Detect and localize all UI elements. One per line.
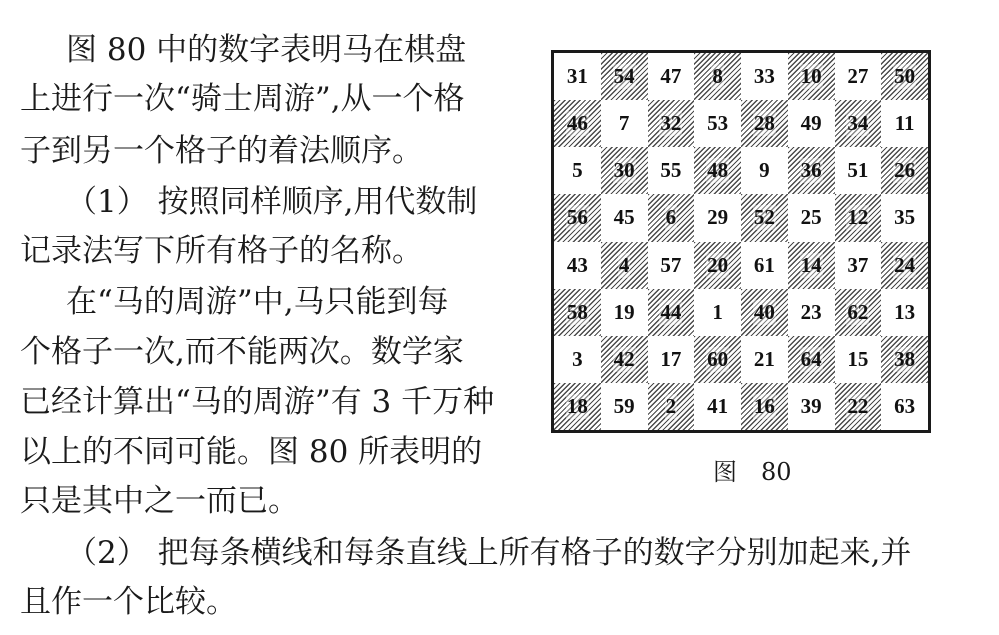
text-line: 已经计算出“马的周游”有 3 千万种 bbox=[20, 384, 495, 420]
move-number: 35 bbox=[894, 205, 916, 230]
move-number: 44 bbox=[660, 299, 682, 324]
board-square-light bbox=[694, 194, 741, 241]
move-number: 30 bbox=[613, 158, 635, 183]
text-line: 图 80 中的数字表明马在棋盘 bbox=[66, 32, 467, 68]
board-square-light bbox=[601, 194, 648, 241]
board-square-dark bbox=[554, 383, 601, 430]
board-square-dark bbox=[648, 289, 695, 336]
board-square-light bbox=[788, 100, 835, 147]
board-square-dark bbox=[788, 53, 835, 100]
text-line: 以上的不同可能。图 80 所表明的 bbox=[20, 434, 483, 470]
text-line: 只是其中之一而已。 bbox=[20, 483, 299, 519]
board-square-dark bbox=[835, 100, 882, 147]
move-number: 12 bbox=[847, 205, 869, 230]
move-number: 14 bbox=[800, 252, 822, 277]
move-number: 52 bbox=[753, 205, 775, 230]
board-square-dark bbox=[554, 100, 601, 147]
move-number: 17 bbox=[660, 346, 682, 371]
board-square-dark bbox=[741, 289, 788, 336]
text-line: 子到另一个格子的着法顺序。 bbox=[20, 133, 423, 169]
move-number: 37 bbox=[847, 252, 869, 277]
board-square-light bbox=[554, 53, 601, 100]
board-square-dark bbox=[881, 147, 928, 194]
board-square-light bbox=[648, 147, 695, 194]
move-number: 47 bbox=[660, 64, 682, 89]
text-line: 个格子一次,而不能两次。数学家 bbox=[20, 334, 464, 370]
board-square-dark bbox=[788, 147, 835, 194]
board-square-light bbox=[788, 383, 835, 430]
board-square-light bbox=[835, 53, 882, 100]
text-line: 在“马的周游”中,马只能到每 bbox=[66, 284, 449, 320]
board-square-dark bbox=[694, 53, 741, 100]
move-number: 25 bbox=[800, 205, 822, 230]
text-line: （2） 把每条横线和每条直线上所有格子的数字分别加起来,并 bbox=[66, 535, 912, 571]
move-number: 5 bbox=[572, 158, 583, 183]
move-number: 23 bbox=[800, 299, 822, 324]
move-number: 16 bbox=[753, 393, 775, 418]
text-line: 上进行一次“骑士周游”,从一个格 bbox=[20, 81, 465, 117]
figure-caption: 图 80 bbox=[713, 458, 792, 486]
move-number: 41 bbox=[707, 393, 729, 418]
move-number: 3 bbox=[572, 346, 583, 371]
move-number: 45 bbox=[613, 205, 635, 230]
board-square-light bbox=[788, 194, 835, 241]
board-square-dark bbox=[601, 336, 648, 383]
board-square-dark bbox=[554, 289, 601, 336]
move-number: 2 bbox=[665, 393, 677, 418]
move-number: 38 bbox=[894, 346, 916, 371]
board-square-light bbox=[881, 383, 928, 430]
move-number: 26 bbox=[894, 158, 916, 183]
move-number: 54 bbox=[613, 64, 635, 89]
board-square-dark bbox=[788, 242, 835, 289]
board-square-light bbox=[648, 336, 695, 383]
board-square-dark bbox=[648, 383, 695, 430]
board-square-light bbox=[741, 53, 788, 100]
move-number: 36 bbox=[800, 158, 822, 183]
move-number: 42 bbox=[613, 346, 635, 371]
board-square-light bbox=[881, 100, 928, 147]
move-number: 39 bbox=[800, 393, 822, 418]
move-number: 51 bbox=[847, 158, 869, 183]
move-number: 13 bbox=[894, 299, 916, 324]
board-square-light bbox=[788, 289, 835, 336]
move-number: 15 bbox=[847, 346, 869, 371]
move-number: 55 bbox=[660, 158, 682, 183]
board-square-light bbox=[601, 383, 648, 430]
move-number: 46 bbox=[566, 111, 588, 136]
board-square-light bbox=[694, 383, 741, 430]
move-number: 63 bbox=[894, 393, 916, 418]
board-square-light bbox=[741, 336, 788, 383]
move-number: 28 bbox=[753, 111, 775, 136]
move-number: 31 bbox=[566, 64, 588, 89]
move-number: 29 bbox=[707, 205, 729, 230]
board-square-dark bbox=[788, 336, 835, 383]
board-square-dark bbox=[648, 100, 695, 147]
board-square-dark bbox=[601, 147, 648, 194]
move-number: 10 bbox=[800, 64, 822, 89]
board-square-light bbox=[835, 147, 882, 194]
move-number: 57 bbox=[660, 252, 682, 277]
move-number: 33 bbox=[753, 64, 775, 89]
board-square-dark bbox=[694, 242, 741, 289]
board-square-dark bbox=[881, 53, 928, 100]
knights-tour-board bbox=[551, 50, 931, 433]
move-number: 4 bbox=[618, 252, 630, 277]
board-square-dark bbox=[881, 336, 928, 383]
board-square-dark bbox=[554, 194, 601, 241]
move-number: 20 bbox=[707, 252, 729, 277]
board-square-dark bbox=[741, 194, 788, 241]
move-number: 40 bbox=[753, 299, 775, 324]
board-square-dark bbox=[835, 289, 882, 336]
move-number: 27 bbox=[847, 64, 869, 89]
move-number: 64 bbox=[800, 346, 822, 371]
board-square-dark bbox=[694, 336, 741, 383]
board-square-light bbox=[554, 147, 601, 194]
board-square-light bbox=[554, 242, 601, 289]
board-square-dark bbox=[601, 242, 648, 289]
move-number: 6 bbox=[665, 205, 677, 230]
board-square-light bbox=[741, 147, 788, 194]
board-square-light bbox=[601, 289, 648, 336]
move-number: 59 bbox=[613, 393, 635, 418]
move-number: 19 bbox=[613, 299, 635, 324]
move-number: 1 bbox=[712, 299, 723, 324]
move-number: 50 bbox=[894, 64, 916, 89]
move-number: 60 bbox=[707, 346, 729, 371]
text-line: 记录法写下所有格子的名称。 bbox=[20, 233, 423, 269]
board-square-light bbox=[741, 242, 788, 289]
board-square-light bbox=[694, 289, 741, 336]
board-square-dark bbox=[881, 242, 928, 289]
board-square-dark bbox=[741, 383, 788, 430]
text-line: 且作一个比较。 bbox=[20, 584, 237, 620]
board-square-dark bbox=[741, 100, 788, 147]
board-square-light bbox=[554, 336, 601, 383]
move-number: 49 bbox=[800, 111, 822, 136]
move-number: 7 bbox=[618, 111, 630, 136]
move-number: 34 bbox=[847, 111, 869, 136]
move-number: 58 bbox=[566, 299, 588, 324]
move-number: 56 bbox=[566, 205, 588, 230]
board-square-dark bbox=[835, 194, 882, 241]
board-square-dark bbox=[601, 53, 648, 100]
board-square-light bbox=[835, 336, 882, 383]
move-number: 18 bbox=[566, 393, 588, 418]
move-number: 62 bbox=[847, 299, 869, 324]
text-line: （1） 按照同样顺序,用代数制 bbox=[66, 184, 478, 220]
board-square-dark bbox=[694, 147, 741, 194]
move-number: 43 bbox=[566, 252, 588, 277]
board-square-light bbox=[648, 53, 695, 100]
move-number: 48 bbox=[707, 158, 729, 183]
board-square-dark bbox=[648, 194, 695, 241]
board-square-light bbox=[835, 242, 882, 289]
board-square-light bbox=[694, 100, 741, 147]
move-number: 22 bbox=[847, 393, 869, 418]
move-number: 24 bbox=[894, 252, 916, 277]
move-number: 11 bbox=[894, 111, 915, 136]
move-number: 32 bbox=[660, 111, 682, 136]
board-square-light bbox=[601, 100, 648, 147]
board-square-dark bbox=[835, 383, 882, 430]
board-square-light bbox=[881, 289, 928, 336]
move-number: 9 bbox=[759, 158, 770, 183]
board-square-light bbox=[648, 242, 695, 289]
move-number: 8 bbox=[712, 64, 723, 89]
board-square-light bbox=[881, 194, 928, 241]
move-number: 53 bbox=[707, 111, 729, 136]
move-number: 21 bbox=[753, 346, 775, 371]
move-number: 61 bbox=[753, 252, 775, 277]
